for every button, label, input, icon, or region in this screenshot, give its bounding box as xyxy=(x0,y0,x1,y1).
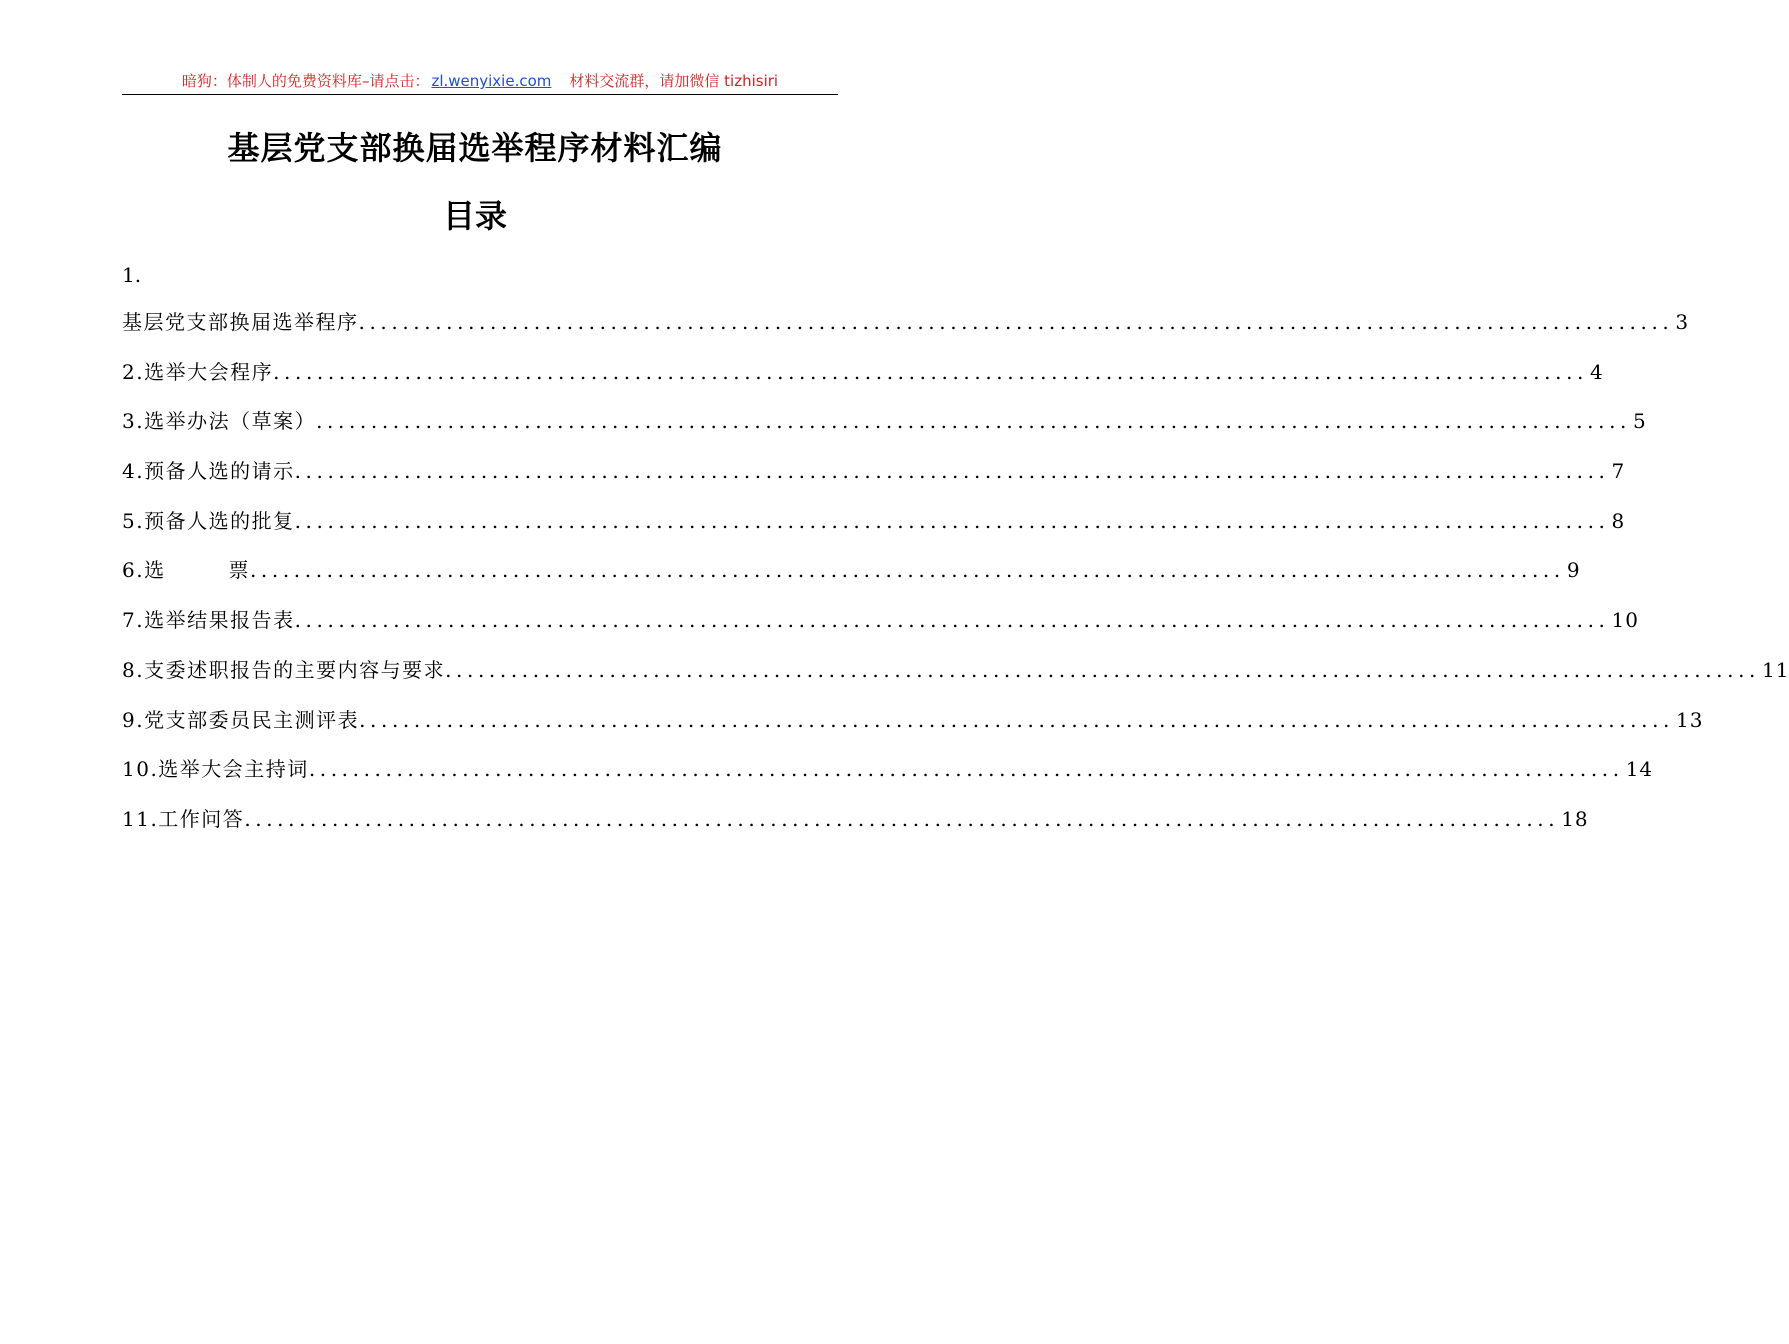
header-contact: 材料交流群，请加微信 tizhisiri xyxy=(569,72,779,90)
toc-entry-page: 13 xyxy=(1675,707,1704,732)
toc-leader-dots: ........................................................................................................................ xyxy=(308,757,1624,782)
toc-entry[interactable] xyxy=(122,447,1626,497)
toc-entry-label: 2.选举大会程序 xyxy=(122,359,274,384)
toc-first-number: 1. xyxy=(122,263,142,287)
toc-leader-dots: ........................................................................................................................ xyxy=(244,806,1560,831)
header-link[interactable]: zl.wenyixie.com xyxy=(431,72,552,90)
toc-entry[interactable] xyxy=(122,745,1654,795)
toc-entry-label: 7.选举结果报告表 xyxy=(122,608,295,633)
toc-entry[interactable] xyxy=(122,298,1690,348)
toc-entry-label: 6.选 票 xyxy=(122,558,250,583)
toc-entry-page: 8 xyxy=(1611,508,1626,533)
toc-entry-page: 3 xyxy=(1675,310,1690,334)
toc-leader-dots: ........................................................................................................................ xyxy=(359,707,1674,732)
header-prompt: –请点击： xyxy=(361,72,430,90)
toc-entry[interactable] xyxy=(122,795,1589,845)
toc-leader-dots: ........................................................................................................................ xyxy=(273,359,1588,384)
toc-heading: 目录 xyxy=(442,197,507,235)
toc-entry[interactable] xyxy=(122,546,1581,596)
toc-entry[interactable] xyxy=(122,696,1704,746)
toc-entry[interactable] xyxy=(122,348,1604,398)
toc-leader-dots: ........................................................................................................................ xyxy=(358,310,1674,334)
toc-entry-label: 10.选举大会主持词 xyxy=(122,757,309,782)
toc-entry-label: 基层党支部换届选举程序 xyxy=(122,310,359,334)
toc-leader-dots: ........................................................................................................................ xyxy=(249,558,1565,583)
table-of-contents xyxy=(122,252,1789,845)
toc-entry[interactable] xyxy=(122,596,1639,646)
toc-entry-page: 5 xyxy=(1632,409,1647,434)
toc-entry-label: 8.支委述职报告的主要内容与要求 xyxy=(122,657,446,682)
toc-entry-page: 11 xyxy=(1761,657,1789,682)
toc-entry-label: 5.预备人选的批复 xyxy=(122,508,295,533)
toc-entry[interactable] xyxy=(122,497,1626,547)
page-header xyxy=(122,68,838,95)
toc-entry-label: 3.选举办法（草案） xyxy=(122,409,317,434)
toc-entry-page: 10 xyxy=(1611,608,1639,633)
toc-entry[interactable] xyxy=(122,646,1789,696)
toc-entry-page: 7 xyxy=(1611,459,1626,484)
toc-entry-label: 11.工作问答 xyxy=(122,806,245,831)
toc-entry-page: 18 xyxy=(1561,806,1589,831)
toc-entry[interactable] xyxy=(122,397,1647,447)
document-title: 基层党支部换届选举程序材料汇编 xyxy=(227,129,723,167)
toc-entry-page: 14 xyxy=(1625,757,1654,782)
toc-entry-page: 9 xyxy=(1566,558,1581,583)
toc-leader-dots: ........................................................................................................................ xyxy=(294,608,1610,633)
toc-entry-page: 4 xyxy=(1589,359,1604,384)
toc-leader-dots: ........................................................................................................................ xyxy=(445,657,1760,682)
toc-entry-label: 9.党支部委员民主测评表 xyxy=(122,707,360,732)
toc-leader-dots: ........................................................................................................................ xyxy=(294,508,1610,533)
toc-entry-label: 4.预备人选的请示 xyxy=(122,459,295,484)
toc-leader-dots: ........................................................................................................................ xyxy=(316,409,1631,434)
toc-leader-dots: ........................................................................................................................ xyxy=(294,459,1610,484)
header-brand: 暗狗：体制人的免费资料库 xyxy=(181,72,362,90)
